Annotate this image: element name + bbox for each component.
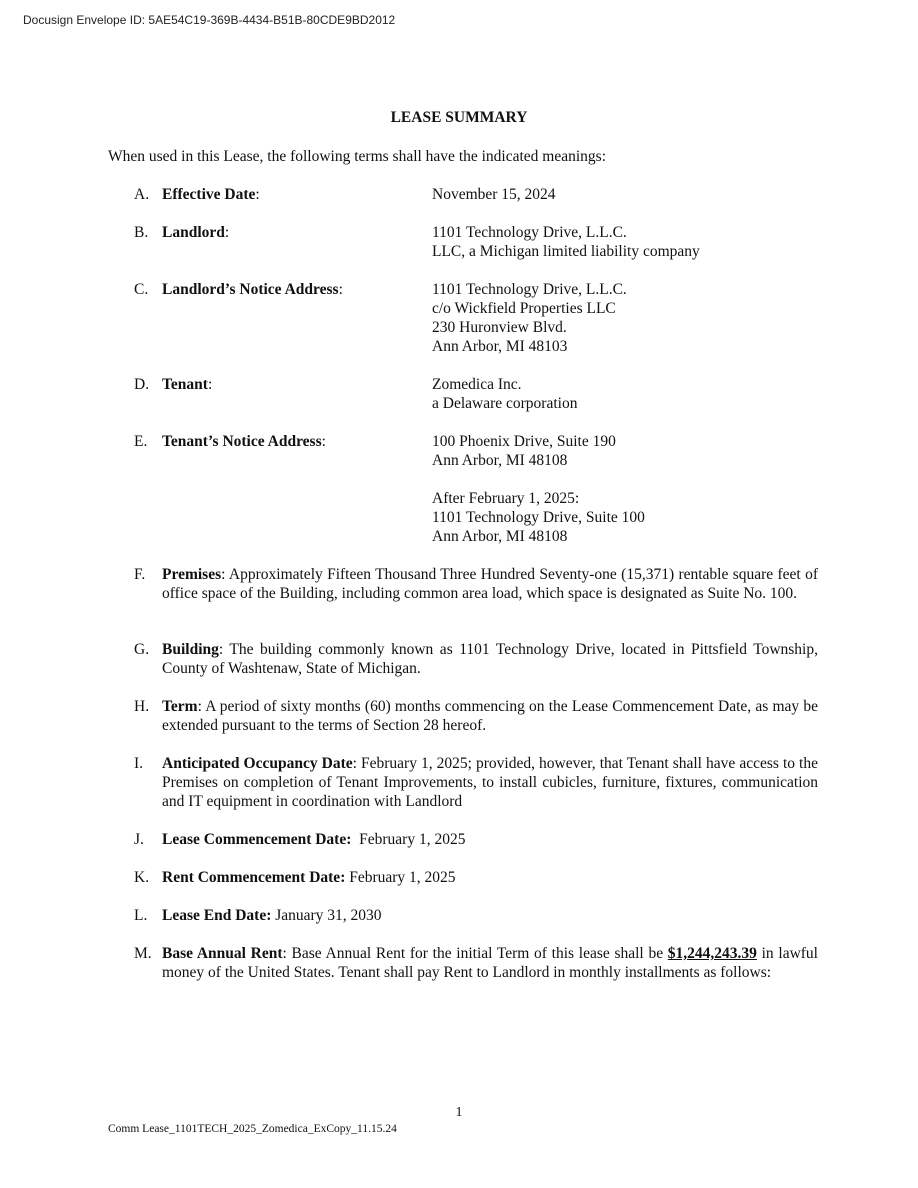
item-term <box>134 697 818 735</box>
item-letter: L. <box>134 907 148 924</box>
item-lease-end-date <box>134 906 818 925</box>
item-text: Lease End Date: January 31, 2030 <box>162 907 382 924</box>
item-letter: H. <box>134 698 150 715</box>
page-title: LEASE SUMMARY <box>390 109 528 126</box>
footer-document-id: Comm Lease_1101TECH_2025_Zomedica_ExCopy_11.15.24 <box>108 1123 397 1135</box>
item-letter: A. <box>134 186 150 203</box>
item-label: Effective Date: <box>162 186 260 203</box>
item-premises <box>134 565 818 603</box>
item-text: Building: The building commonly known as 1101 Technology Drive, located in Pittsfield Township, County of Washtenaw, State of Michigan. <box>162 641 818 677</box>
item-base-annual-rent <box>134 944 818 982</box>
item-building <box>134 640 818 678</box>
item-letter: D. <box>134 376 150 393</box>
docusign-envelope-id: Docusign Envelope ID: 5AE54C19-369B-4434-B51B-80CDE9BD2012 <box>23 13 396 27</box>
item-letter: F. <box>134 566 146 583</box>
page-number: 1 <box>455 1105 463 1120</box>
item-letter: B. <box>134 224 149 241</box>
item-value: 100 Phoenix Drive, Suite 190 Ann Arbor, MI 48108 After February 1, 2025: 1101 Technology Drive, Suite 100 Ann Arbor, MI 48108 <box>432 433 645 545</box>
item-value: 1101 Technology Drive, L.L.C. c/o Wickfield Properties LLC 230 Huronview Blvd. Ann Arbor, MI 48103 <box>432 281 627 355</box>
item-label: Tenant’s Notice Address: <box>162 433 326 450</box>
item-letter: C. <box>134 281 149 298</box>
item-letter: K. <box>134 869 150 886</box>
item-lease-commencement-date <box>134 830 818 849</box>
item-text: Rent Commencement Date: February 1, 2025 <box>162 869 456 886</box>
item-rent-commencement-date <box>134 868 818 887</box>
item-letter: M. <box>134 945 152 962</box>
item-letter: G. <box>134 641 150 658</box>
base-annual-rent-amount: $1,244,243.39 <box>667 945 757 962</box>
item-text: Base Annual Rent: Base Annual Rent for the initial Term of this lease shall be $1,244,243.39 in lawful money of the United States. Tenant shall pay Rent to Landlord in monthly installments as follows: <box>162 945 818 981</box>
item-value: November 15, 2024 <box>432 186 556 203</box>
item-text: Premises: Approximately Fifteen Thousand Three Hundred Seventy-one (15,371) rentable square feet of office space of the Building, including common area load, which space is designated as Suite No. 100. <box>162 566 818 602</box>
item-letter: J. <box>134 831 144 848</box>
item-label: Landlord’s Notice Address: <box>162 281 343 298</box>
item-letter: E. <box>134 433 148 450</box>
item-label: Tenant: <box>162 376 213 393</box>
item-anticipated-occupancy-date <box>134 754 818 811</box>
item-value: Zomedica Inc. a Delaware corporation <box>432 376 578 412</box>
item-letter: I. <box>134 755 144 772</box>
item-text: Term: A period of sixty months (60) months commencing on the Lease Commencement Date, as may be extended pursuant to the terms of Section 28 hereof. <box>162 698 818 734</box>
item-value: 1101 Technology Drive, L.L.C. LLC, a Michigan limited liability company <box>432 224 700 260</box>
item-label: Landlord: <box>162 224 230 241</box>
intro-text: When used in this Lease, the following terms shall have the indicated meanings: <box>108 148 607 165</box>
item-text: Lease Commencement Date: February 1, 2025 <box>162 831 466 848</box>
item-text: Anticipated Occupancy Date: February 1, 2025; provided, however, that Tenant shall have access to the Premises on completion of Tenant Improvements, to install cubicles, furniture, fixtures, communication and IT equipment in coordination with Landlord <box>162 755 818 810</box>
